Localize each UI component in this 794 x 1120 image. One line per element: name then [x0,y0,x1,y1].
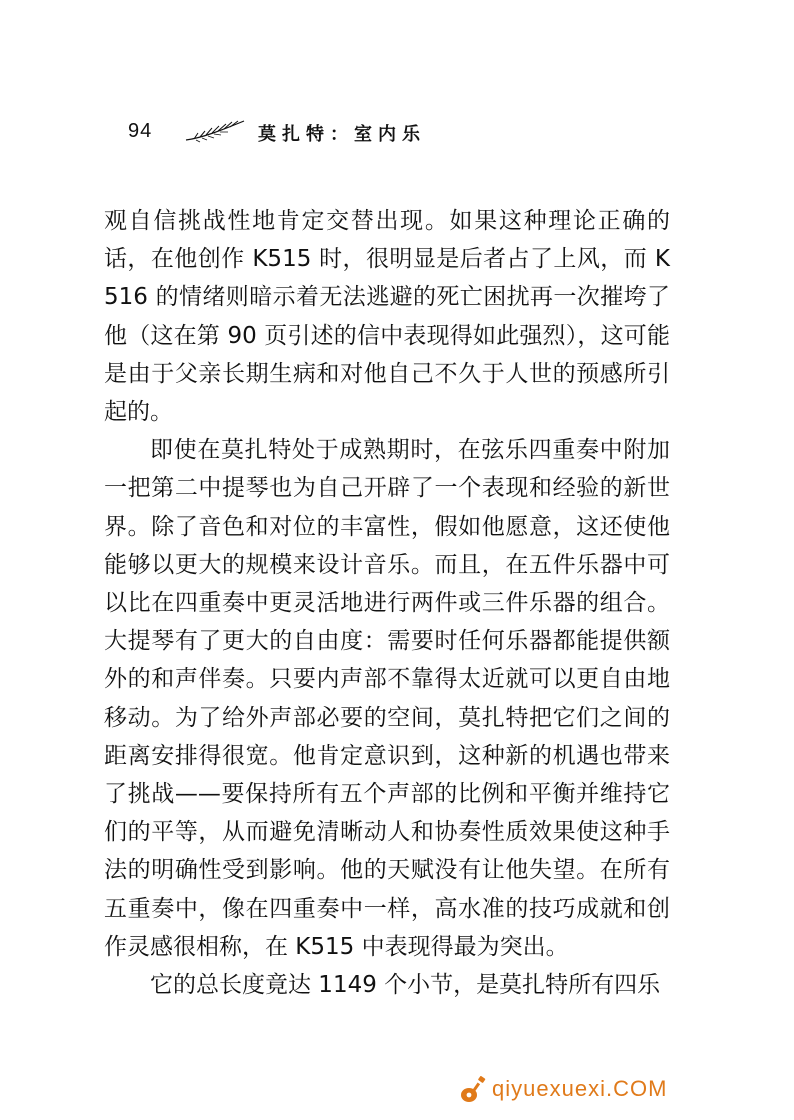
page-number: 94 [128,120,153,142]
feather-quill-icon [184,118,248,144]
page-header [128,118,448,148]
watermark [458,1074,788,1104]
watermark-text: qiyuexuexi.COM [492,1076,668,1101]
guitar-icon [458,1076,488,1104]
paragraph: 即使在莫扎特处于成熟期时，在弦乐四重奏中附加一把第二中提琴也为自己开辟了一个表现和经验的新世界。除了音色和对位的丰富性，假如他愿意，这还使他能够以更大的规模来设计音乐。而且，在五件乐器中可以比在四重奏中更灵活地进行两件或三件乐器的组合。大提琴有了更大的自由度：需要时任何乐器都能提供额外的和声伴奏。只要内声部不靠得太近就可以更自由地移动。为了给外声部必要的空间，莫扎特把它们之间的距离安排得很宽。他肯定意识到，这种新的机遇也带来了挑战——要保持所有五个声部的比例和平衡并维持它们的平等，从而避免清晰动人和协奏性质效果使这种手法的明确性受到影响。他的天赋没有让他失望。在所有五重奏中，像在四重奏中一样，高水准的技巧成就和创作灵感很相称，在 K515 中表现得最为突出。 [104,437,670,960]
paragraph-continued: 观自信挑战性地肯定交替出现。如果这种理论正确的话，在他创作 K515 时，很明显是后者占了上风，而 K516 的情绪则暗示着无法逃避的死亡困扰再一次摧垮了他（这在第 90 页引述的信中表现得如此强烈），这可能是由于父亲长期生病和对他自己不久于人世的预感所引起的。 [104,208,670,426]
running-title: 莫扎特：室内乐 [258,124,426,145]
body-text [104,202,670,1004]
paragraph: 它的总长度竟达 1149 个小节，是莫扎特所有四乐 [150,972,661,999]
